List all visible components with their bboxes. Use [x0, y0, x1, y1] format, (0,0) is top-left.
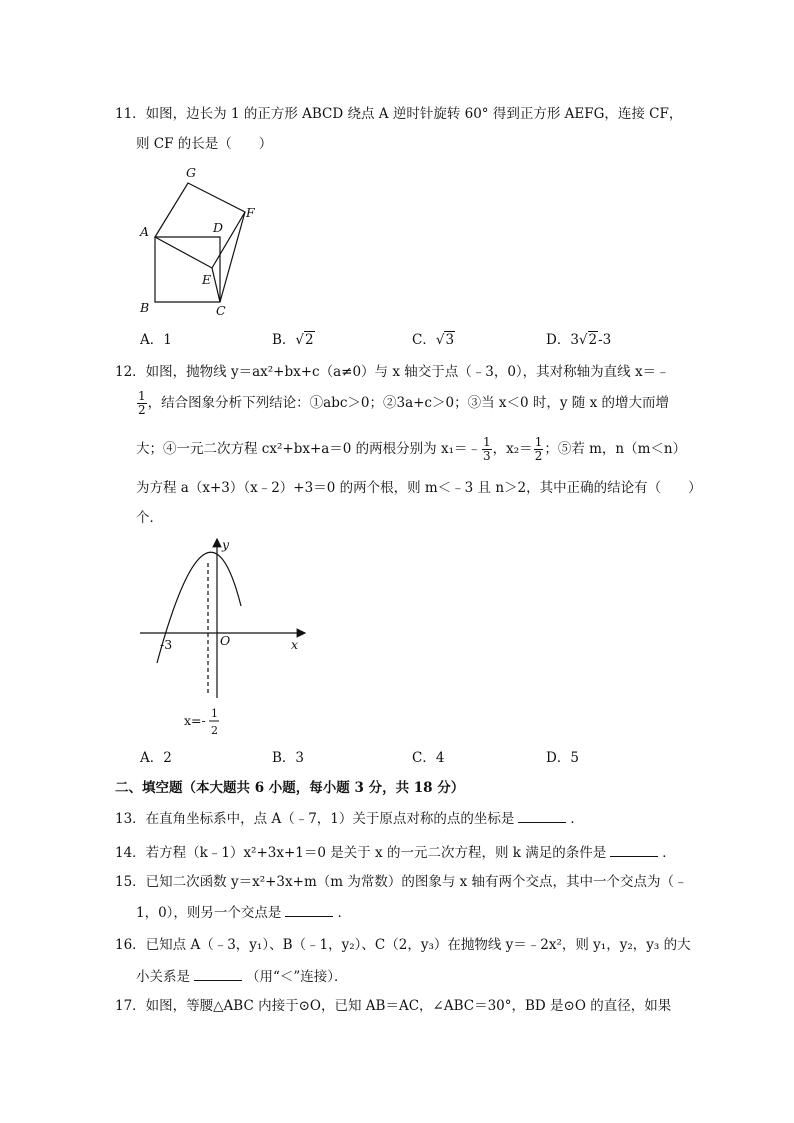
label-y: y: [222, 537, 230, 552]
q14-line: 14．若方程（k﹣1）x²+3x+1＝0 是关于 x 的一元二次方程，则 k 满足的条件是 ．: [115, 842, 676, 863]
label-a: A: [140, 224, 150, 239]
q12-option-c[interactable]: C．4: [412, 750, 445, 766]
q14-blank[interactable]: [610, 842, 658, 857]
label-axis-num: 1: [211, 707, 218, 720]
q11-option-a[interactable]: A．1: [140, 332, 172, 348]
q13-line: 13．在直角坐标系中，点 A（﹣7，1）关于原点对称的点的坐标是 ．: [115, 808, 584, 829]
label-axis-den: 2: [211, 724, 218, 737]
q12-line3: 大；④一元二次方程 cx²+bx+a＝0 的两根分别为 x₁＝﹣ $\frac{1}{3}$ ，x₂＝ $\frac{1}{2}$ ；⑤若 m，n（m＜n）: [136, 435, 687, 463]
q16-blank[interactable]: [194, 966, 242, 981]
q15-line1: 15．已知二次函数 y＝x²+3x+m（m 为常数）的图象与 x 轴有两个交点，其中一个交点为（﹣: [115, 874, 688, 890]
q11-line1: 11．如图，边长为 1 的正方形 ABCD 绕点 A 逆时针旋转 60° 得到正方形 AEFG，连接 CF，: [115, 106, 683, 122]
q12-line5: 个．: [136, 510, 163, 526]
q11-option-b[interactable]: B．√2: [272, 332, 314, 348]
q12-graph: [135, 533, 315, 743]
q13-blank[interactable]: [518, 808, 566, 823]
q12-option-d[interactable]: D．5: [546, 750, 579, 766]
q11-option-c[interactable]: C．√3: [412, 332, 455, 348]
q12-option-b[interactable]: B．3: [272, 750, 305, 766]
label-f: F: [246, 205, 255, 220]
q11-figure: [130, 160, 270, 325]
q12-line1: 12．如图，抛物线 y＝ax²+bx+c（a≠0）与 x 轴交于点（﹣3，0），其对称轴为直线 x＝﹣: [115, 364, 670, 380]
label-axis-prefix: x=-: [184, 713, 206, 728]
q11-options: [140, 330, 660, 352]
square-abcd: [155, 237, 220, 302]
square-aefg: [155, 183, 245, 268]
segment-cf: [220, 212, 245, 302]
q17-line1: 17．如图，等腰△ABC 内接于⊙O，已知 AB＝AC，∠ABC＝30°，BD 是⊙O 的直径，如果: [115, 998, 672, 1014]
q12-fraction-half-2: $\frac{1}{2}$: [534, 435, 543, 463]
segment-ec: [212, 268, 220, 302]
label-origin: O: [220, 633, 231, 648]
q12-options: [140, 748, 660, 770]
q16-line2: 小关系是 （用“＜”连接）．: [136, 966, 348, 987]
q12-fraction-third: $\frac{1}{3}$: [483, 435, 491, 463]
q15-blank[interactable]: [285, 902, 333, 917]
q12-fraction-half: $\frac{1}{2}$: [138, 389, 146, 417]
q11-line2: 则 CF 的长是（ ）: [136, 136, 273, 152]
q16-line1: 16．已知点 A（﹣3，y₁）、B（﹣1，y₂）、C（2，y₃）在抛物线 y＝﹣2x²，则 y₁，y₂，y₃ 的大: [115, 937, 691, 953]
label-d: D: [213, 220, 224, 235]
label-neg3: -3: [160, 637, 173, 652]
q12-line4: 为方程 a（x+3）（x﹣2）+3＝0 的两个根，则 m＜﹣3 且 n＞2，其中正确的结论有（ ）: [136, 480, 702, 496]
label-c: C: [216, 303, 226, 318]
q11-option-d[interactable]: D．3√2-3: [546, 332, 612, 348]
q12-option-a[interactable]: A．2: [140, 750, 172, 766]
section2-title: 二、填空题（本大题共 6 小题，每小题 3 分，共 18 分）: [115, 780, 465, 796]
q12-line2: $\frac{1}{2}$ ，结合图象分析下列结论：①abc＞0；②3a+c＞0；③当 x＜0 时，y 随 x 的增大而增: [138, 389, 669, 417]
label-b: B: [140, 300, 150, 315]
label-x: x: [291, 637, 299, 652]
q15-line2: 1，0），则另一个交点是 ．: [136, 902, 351, 923]
label-g: G: [186, 165, 196, 180]
label-e: E: [202, 272, 212, 287]
